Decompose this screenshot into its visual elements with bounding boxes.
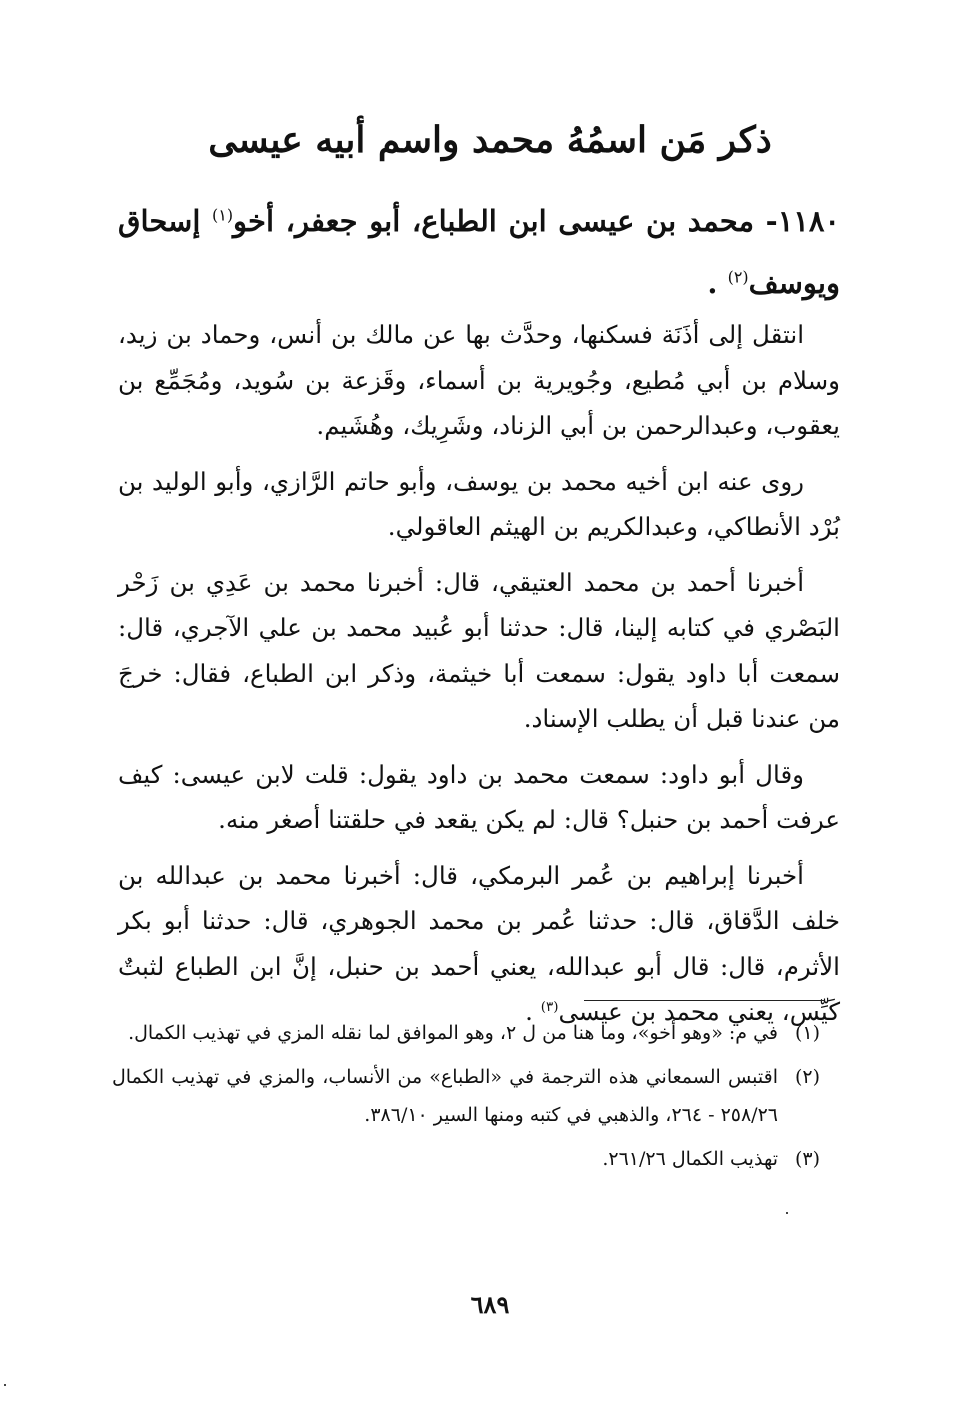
footnote-number: (٢) [794,1066,820,1088]
paragraph-last [118,853,840,1035]
footnote [112,1140,820,1178]
paragraph: أخبرنا أحمد بن محمد العتيقي، قال: أخبرنا محمد بن عَدِي بن زَحْر البَصْري في كتابه إلينا، قال: حدثنا أبو عُبيد محمد بن علي الآجري، قال: سمعت أبا داود يقول: سمعت أبا خيثمة، وذكر ابن الطباع، فقال: خرجَ من عندنا قبل أن يطلب الإسناد. [118,567,840,733]
paragraph: وقال أبو داود: سمعت محمد بن داود يقول: قلت لابن عيسى: كيف عرفت أحمد بن حنبل؟ قال: لم يكن يقعد في حلقتنا أصغر منه. [118,759,840,834]
footnote-text: اقتبس السمعاني هذه الترجمة في «الطباع» من الأنساب، والمزي في تهذيب الكمال ٢٥٨/٢٦ - ٢٦٤، والذهبي في كتبه ومنها السير ٣٨٦/١٠. [112,1066,778,1126]
footnote [112,1014,820,1052]
footnote-ref-1: (١) [212,205,234,225]
entry-heading-text-continued: إسحاق ويوسف [118,204,840,300]
paragraph: انتقل إلى أذَنَة فسكنها، وحدَّث بها عن مالك بن أنس، وحماد بن زيد، وسلام بن أبي مُطيع، وجُويرية بن أسماء، وقَزعة بن سُويد، ومُجَمِّع بن يعقوب، وعبدالرحمن بن أبي الزناد، وشَرِيك، وهُشَيم. [118,320,840,440]
footnote-ref-2: (٢) [727,267,749,287]
paragraph: روى عنه ابن أخيه محمد بن يوسف، وأبو حاتم الرَّازي، وأبو الوليد بن بُرْد الأنطاكي، وعبدالكريم بن الهيثم العاقولي. [118,466,840,541]
footnote-text: في م: «وهو أخو»، وما هنا من ل ٢، وهو الموافق لما نقله المزي في تهذيب الكمال. [128,1022,778,1044]
paragraph-text: أخبرنا إبراهيم بن عُمر البرمكي، قال: أخبرنا محمد بن عبدالله بن خلف الدَّقاق، قال: حدثنا عُمر بن محمد الجوهري، قال: حدثنا أبو بكر الأثرم، قال: قال أبو عبدالله، يعني أحمد بن حنبل، إنَّ ابن الطباع لثبتٌ كَيِّس، يعني محمد بن عيسى [118,860,840,1026]
scan-speck [4,1384,6,1386]
entry-heading-end: . [707,266,728,300]
page-number: ٦٨٩ [470,1290,510,1319]
section-title: ذكر مَن اسمُهُ محمد واسم أبيه عيسى [208,119,772,161]
paragraph-end: . [525,997,541,1026]
entry-heading [118,190,840,314]
footnote-number: (١) [794,1022,820,1044]
footnote [112,1058,820,1134]
entry-heading-text: ١١٨٠- محمد بن عيسى ابن الطباع، أبو جعفر، أخو [233,204,841,238]
footnotes [112,1014,820,1184]
footnote-text: تهذيب الكمال ٢٦١/٢٦. [602,1148,778,1170]
scan-speck [786,1212,788,1214]
footnote-ref-3: (٣) [540,998,559,1015]
footnote-number: (٣) [794,1148,820,1170]
entry-body [118,312,840,1045]
footnote-separator [584,1000,824,1001]
